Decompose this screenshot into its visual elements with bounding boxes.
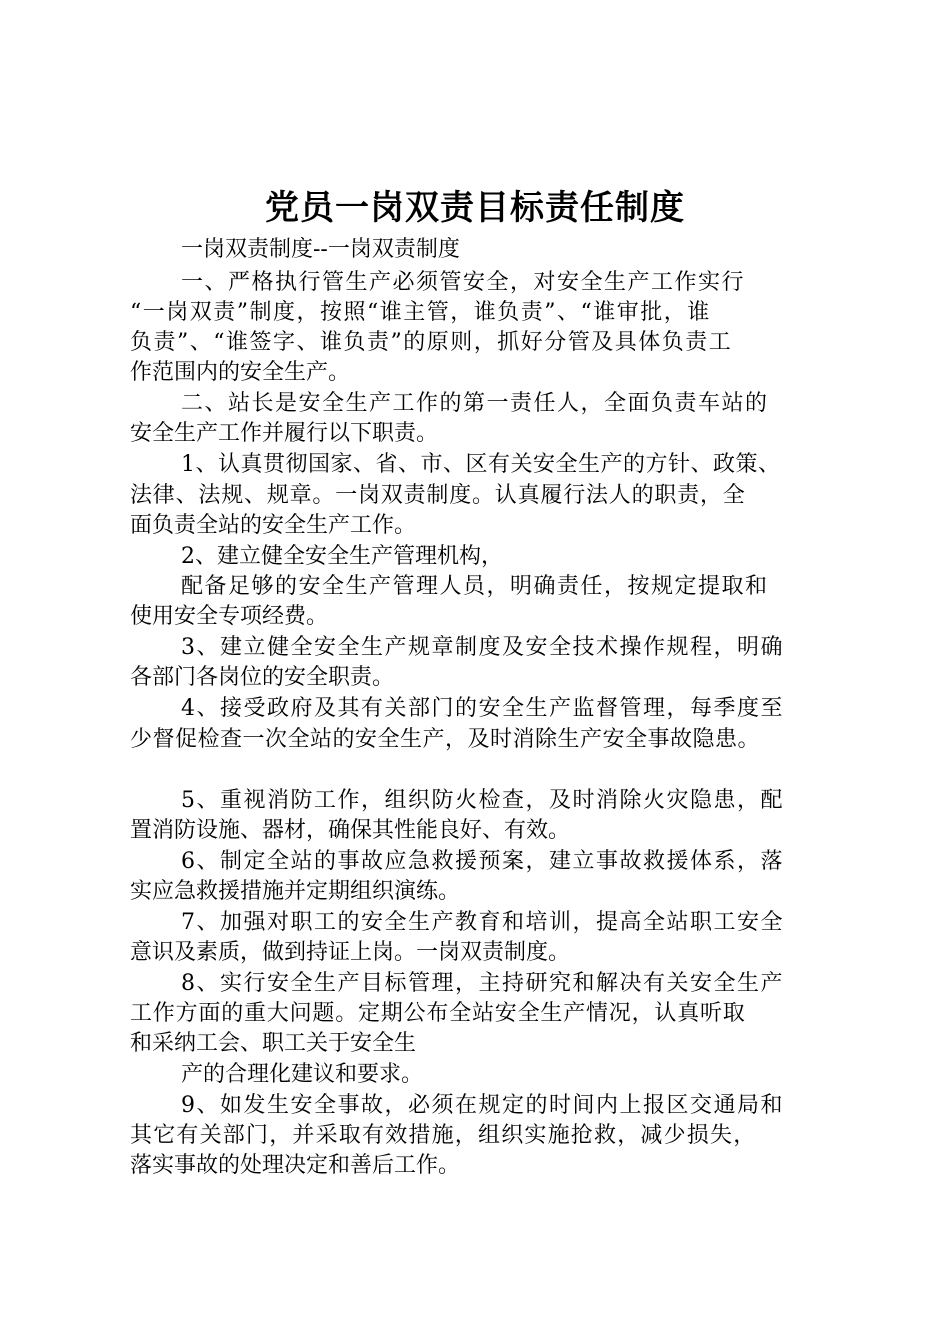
body-line: 少督促检查一次全站的安全生产，及时消除生产安全事故隐患。 xyxy=(130,727,761,752)
body-line: 和采纳工会、职工关于安全生 xyxy=(130,1031,417,1056)
body-line: 9、如发生安全事故，必须在规定的时间内上报区交通局和 xyxy=(181,1093,784,1118)
body-line: 工作方面的重大问题。定期公布全站安全生产情况，认真听取 xyxy=(130,1001,746,1026)
body-line: 置消防设施、器材，确保其性能良好、有效。 xyxy=(130,818,571,843)
body-line: 实应急救援措施并定期组织演练。 xyxy=(130,879,461,904)
body-line: 落实事故的处理决定和善后工作。 xyxy=(130,1153,461,1178)
body-line: 使用安全专项经费。 xyxy=(130,604,329,629)
body-line: 3、建立健全安全生产规章制度及安全技术操作规程，明确 xyxy=(181,635,784,660)
body-line: 其它有关部门，并采取有效措施，组织实施抢救，减少损失， xyxy=(130,1123,757,1148)
body-line: 意识及素质，做到持证上岗。一岗双责制度。 xyxy=(130,940,571,965)
document-title: 党员一岗双责目标责任制度 xyxy=(265,188,685,228)
body-line: 一、严格执行管生产必须管安全，对安全生产工作实行 xyxy=(181,270,746,295)
body-line: 配备足够的安全生产管理人员，明确责任，按规定提取和 xyxy=(181,574,769,599)
body-line: 面负责全站的安全生产工作。 xyxy=(130,513,417,538)
body-line: 5、重视消防工作，组织防火检查，及时消除火灾隐患，配 xyxy=(181,788,784,813)
body-line: 7、加强对职工的安全生产教育和培训，提高全站职工安全 xyxy=(181,910,784,935)
body-line: 二、站长是安全生产工作的第一责任人，全面负责车站的 xyxy=(181,391,769,416)
body-line: 法律、法规、规章。一岗双责制度。认真履行法人的职责，全 xyxy=(130,483,746,508)
body-line: 负责”、“谁签字、谁负责”的原则，抓好分管及具体负责工 xyxy=(130,330,733,355)
body-line: 各部门各岗位的安全职责。 xyxy=(130,665,395,690)
body-line: 8、实行安全生产目标管理，主持研究和解决有关安全生产 xyxy=(181,971,784,996)
body-line: 2、建立健全安全生产管理机构， xyxy=(181,544,503,569)
body-line: 4、接受政府及其有关部门的安全生产监督管理，每季度至 xyxy=(181,696,784,721)
body-line: 6、制定全站的事故应急救援预案，建立事故救援体系，落 xyxy=(181,849,784,874)
body-line: 产的合理化建议和要求。 xyxy=(181,1062,424,1087)
body-line: 1、认真贯彻国家、省、市、区有关安全生产的方针、政策、 xyxy=(181,452,781,477)
body-line: 一岗双责制度--一岗双责制度 xyxy=(181,237,460,262)
body-line: 作范围内的安全生产。 xyxy=(130,360,351,385)
body-line: 安全生产工作并履行以下职责。 xyxy=(130,421,439,446)
body-line: “一岗双责”制度，按照“谁主管，谁负责”、“谁审批，谁 xyxy=(130,300,711,325)
